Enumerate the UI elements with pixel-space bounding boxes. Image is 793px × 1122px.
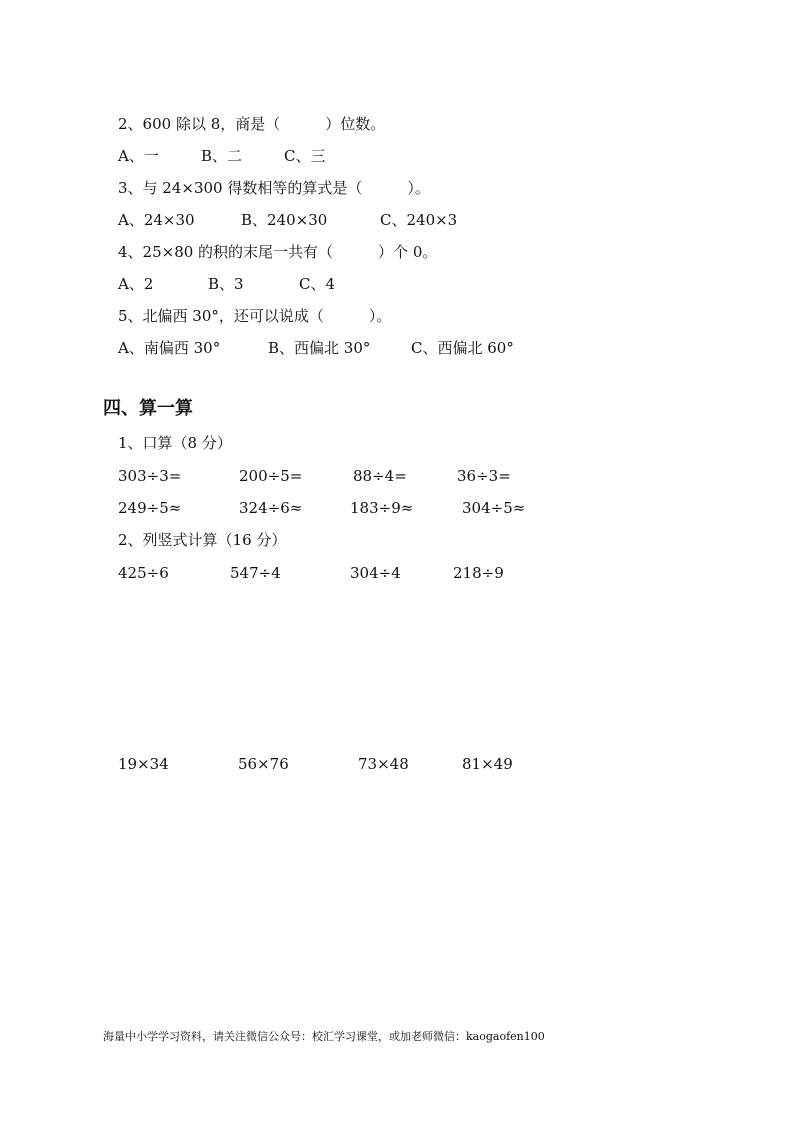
question-3: 3、与 24×300 得数相等的算式是（ ）。 bbox=[118, 179, 430, 197]
question-4-option-b: B、3 bbox=[208, 275, 244, 293]
oral-calc-item: 88÷4= bbox=[353, 467, 407, 485]
question-3-option-b: B、240×30 bbox=[241, 211, 328, 229]
oral-calc-item: 200÷5= bbox=[239, 467, 303, 485]
question-5-option-a: A、南偏西 30° bbox=[118, 339, 221, 357]
vertical-calc-item: 56×76 bbox=[238, 755, 289, 773]
oral-calc-item: 249÷5≈ bbox=[118, 499, 182, 517]
question-3-option-c: C、240×3 bbox=[380, 211, 458, 229]
oral-calc-item: 324÷6≈ bbox=[239, 499, 303, 517]
vertical-calc-item: 425÷6 bbox=[118, 564, 169, 582]
question-2-option-b: B、二 bbox=[201, 147, 243, 165]
question-3-option-a: A、24×30 bbox=[118, 211, 195, 229]
oral-calc-item: 304÷5≈ bbox=[462, 499, 526, 517]
vertical-calc-item: 547÷4 bbox=[230, 564, 281, 582]
question-2-option-c: C、三 bbox=[284, 147, 326, 165]
question-4-option-c: C、4 bbox=[299, 275, 336, 293]
oral-calc-item: 183÷9≈ bbox=[350, 499, 414, 517]
oral-calc-item: 303÷3= bbox=[118, 467, 182, 485]
vertical-calc-item: 73×48 bbox=[358, 755, 409, 773]
question-4-option-a: A、2 bbox=[118, 275, 154, 293]
question-4: 4、25×80 的积的末尾一共有（ ）个 0。 bbox=[118, 243, 438, 261]
vertical-calc-item: 19×34 bbox=[118, 755, 169, 773]
vertical-calc-item: 304÷4 bbox=[350, 564, 401, 582]
section-title: 四、算一算 bbox=[103, 398, 193, 419]
oral-calc-item: 36÷3= bbox=[457, 467, 511, 485]
question-2-option-a: A、一 bbox=[118, 147, 159, 165]
part-1-label: 1、口算（8 分） bbox=[118, 434, 232, 452]
vertical-calc-item: 218÷9 bbox=[453, 564, 504, 582]
vertical-calc-item: 81×49 bbox=[462, 755, 513, 773]
question-5: 5、北偏西 30°，还可以说成（ ）。 bbox=[118, 307, 392, 325]
question-5-option-c: C、西偏北 60° bbox=[411, 339, 514, 357]
question-2: 2、600 除以 8，商是（ ）位数。 bbox=[118, 115, 386, 133]
part-2-label: 2、列竖式计算（16 分） bbox=[118, 531, 287, 549]
page-footer: 海量中小学学习资料，请关注微信公众号：校汇学习课堂，或加老师微信：kaogaofen100 bbox=[103, 1030, 545, 1043]
question-5-option-b: B、西偏北 30° bbox=[268, 339, 371, 357]
